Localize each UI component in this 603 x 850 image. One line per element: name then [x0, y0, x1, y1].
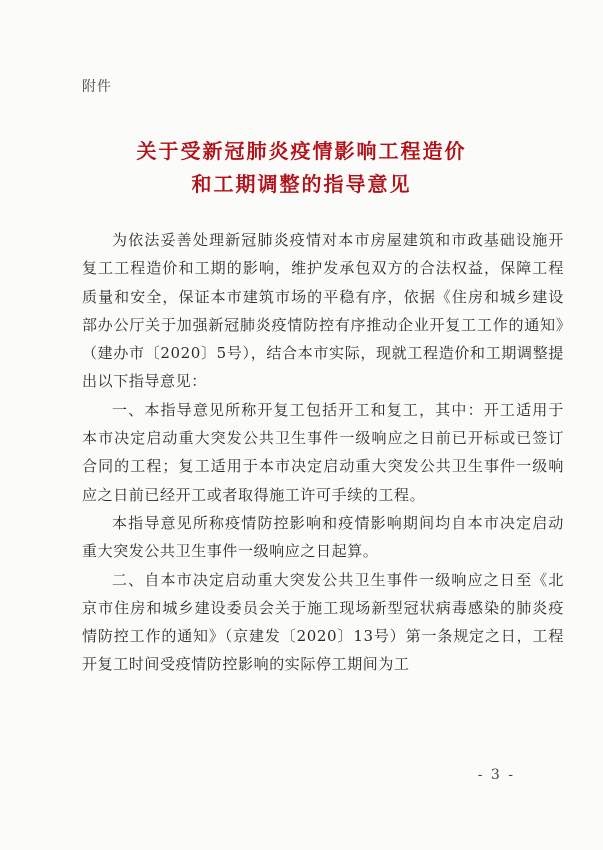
document-title-line-2: 和工期调整的指导意见 [191, 172, 412, 196]
document-title-line-1: 关于受新冠肺炎疫情影响工程造价 [136, 139, 467, 163]
document-body [82, 226, 564, 679]
page-number: - 3 - [477, 767, 515, 783]
paragraph-section-2: 二、自本市决定启动重大突发公共卫生事件一级响应之日至《北京市住房和城乡建设委员会关于施工现场新型冠状病毒感染的肺炎疫情防控工作的通知》（京建发〔2020〕13号）第一条规定之日，工程开复工时间受疫情防控影响的实际停工期间为工 [82, 570, 564, 674]
paragraph-section-1: 一、本指导意见所称开复工包括开工和复工，其中：开工适用于本市决定启动重大突发公共卫生事件一级响应之日前已开标或已签订合同的工程；复工适用于本市决定启动重大突发公共卫生事件一级响应之日前已经开工或者取得施工许可手续的工程。 [82, 400, 564, 504]
paragraph-intro: 为依法妥善处理新冠肺炎疫情对本市房屋建筑和市政基础设施开复工工程造价和工期的影响，维护发承包双方的合法权益，保障工程质量和安全，保证本市建筑市场的平稳有序，依据《住房和城乡建设部办公厅关于加强新冠肺炎疫情防控有序推动企业开复工工作的通知》（建办市〔2020〕5号），结合本市实际，现就工程造价和工期调整提出以下指导意见： [82, 231, 564, 391]
attachment-label: 附件 [82, 79, 112, 95]
paragraph-section-1-note: 本指导意见所称疫情防控影响和疫情影响期间均自本市决定启动重大突发公共卫生事件一级响应之日起算。 [82, 513, 564, 561]
